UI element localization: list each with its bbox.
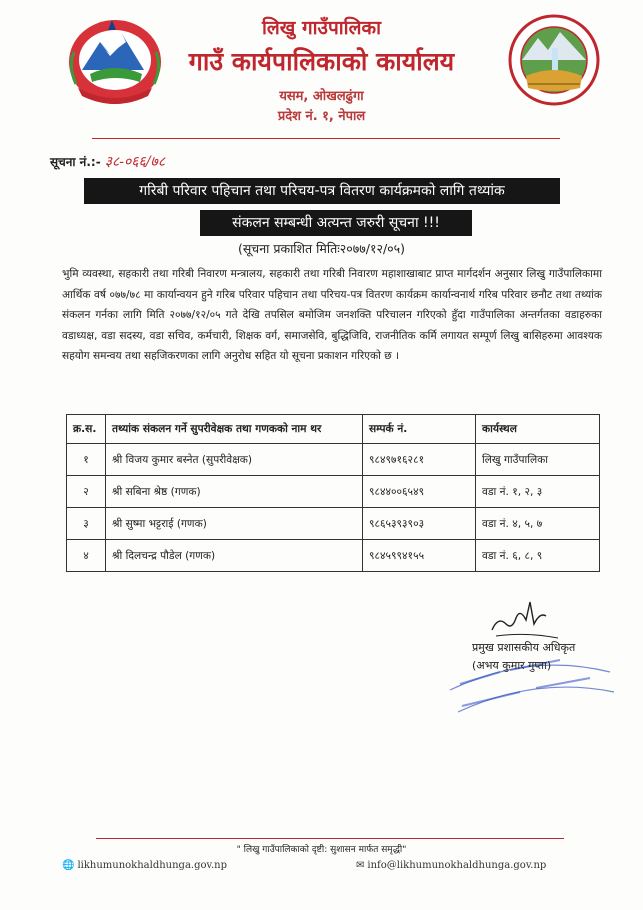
cell-contact: ९८४५९९४१५५ [363, 540, 476, 572]
footer-slogan: " लिखु गाउँपालिकाको दृष्टी: सुशासन मार्फत समृद्धी" [236, 845, 407, 855]
headline-line-2: संकलन सम्बन्धी अत्यन्त जरुरी सूचना !!! [200, 210, 472, 236]
col-workplace: कार्यस्थल [476, 415, 600, 444]
cell-serial: ४ [67, 540, 106, 572]
mail-icon: ✉ [356, 860, 365, 871]
cell-serial: १ [67, 444, 106, 476]
cell-name: श्री दिलचन्द्र पौडेल (गणक) [106, 540, 363, 572]
header-municipality-name: लिखु गाउँपालिका [261, 17, 382, 39]
header-province: प्रदेश नं. १, नेपाल [277, 109, 366, 124]
cell-serial: ३ [67, 508, 106, 540]
globe-icon: 🌐 [62, 860, 75, 871]
cell-contact: ९८६५३९३९०३ [363, 508, 476, 540]
header-location: यसम, ओखलढुंगा [279, 89, 364, 104]
website-text: likhumunokhaldhunga.gov.np [77, 860, 228, 871]
cell-name: श्री सुष्मा भट्टराई (गणक) [106, 508, 363, 540]
published-date: (सूचना प्रकाशित मितिः२०७७/१२/०५) [237, 241, 406, 256]
footer-divider [96, 838, 564, 839]
signatory-title: प्रमुख प्रशासकीय अधिकृत [472, 641, 576, 654]
cell-contact: ९८४४००६५४९ [363, 476, 476, 508]
col-contact: सम्पर्क नं. [363, 415, 476, 444]
notice-number-label: सूचना नं.:- [50, 155, 101, 169]
cell-name: श्री सबिना श्रेष्ठ (गणक) [106, 476, 363, 508]
table-header-row [67, 415, 600, 444]
col-name: तथ्यांक संकलन गर्ने सुपरीवेक्षक तथा गणकको नाम थर [106, 415, 363, 444]
headline-line-1: गरिबी परिवार पहिचान तथा परिचय-पत्र वितरण कार्यक्रमको लागि तथ्यांक [84, 178, 560, 204]
cell-workplace: वडा नं. ४, ५, ७ [476, 508, 600, 540]
footer-email[interactable] [356, 860, 546, 871]
cell-contact: ९८४९७१६२८१ [363, 444, 476, 476]
col-serial: क्र.स. [67, 415, 106, 444]
notice-number [50, 152, 165, 171]
notice-number-value: ३८-०६६/७८ [104, 154, 166, 170]
table-row [67, 444, 600, 476]
footer-website[interactable] [62, 860, 227, 871]
email-text: info@likhumunokhaldhunga.gov.np [367, 860, 547, 871]
table-row [67, 476, 600, 508]
cell-workplace: वडा नं. ६, ८, ९ [476, 540, 600, 572]
cell-name: श्री विजय कुमार बस्नेत (सुपरीवेक्षक) [106, 444, 363, 476]
cell-workplace: वडा नं. १, २, ३ [476, 476, 600, 508]
enumerator-table [66, 414, 600, 572]
notice-body: भुमि व्यवस्था, सहकारी तथा गरिबी निवारण मन्त्रालय, सहकारी तथा गरिबी निवारण महाशाखाबाट प्राप्त मार्गदर्शन अनुसार लिखु गाउँपालिकामा आर्थिक वर्ष ०७७/७८ मा कार्यान्वयन हुने गरिब परिवार पहिचान तथा परिचय-पत्र वितरण कार्यक्रम कार्यान्वनार्थ गरिब परिवार छनौट तथा तथ्यांक संकलन गर्नका लागि मिति २०७७/१२/०५ गते देखि तपसिल बमोजिम जनशक्ति परिचालन गरिएको हुँदा गाउँपालिका अन्तर्गतका वडाहरुका वडाध्यक्ष, वडा सदस्य, वडा सचिव, कर्मचारी, शिक्षक वर्ग, समाजसेवि, बुद्धिजिवि, राजनीतिक कर्मि लगायत सम्पूर्ण लिखु बासिहरुमा आवश्यक सहयोग समन्वय तथा सहजिकरणका लागि अनुरोध सहित यो सूचना प्रकाशन गरिएको छ । [62, 268, 602, 362]
table-row [67, 508, 600, 540]
signatory-name: (अभय कुमार गुप्ता) [472, 659, 552, 672]
header-divider [92, 138, 560, 139]
cell-serial: २ [67, 476, 106, 508]
header-office-name: गाउँ कार्यपालिकाको कार्यालय [188, 47, 455, 76]
table-row [67, 540, 600, 572]
cell-workplace: लिखु गाउँपालिका [476, 444, 600, 476]
